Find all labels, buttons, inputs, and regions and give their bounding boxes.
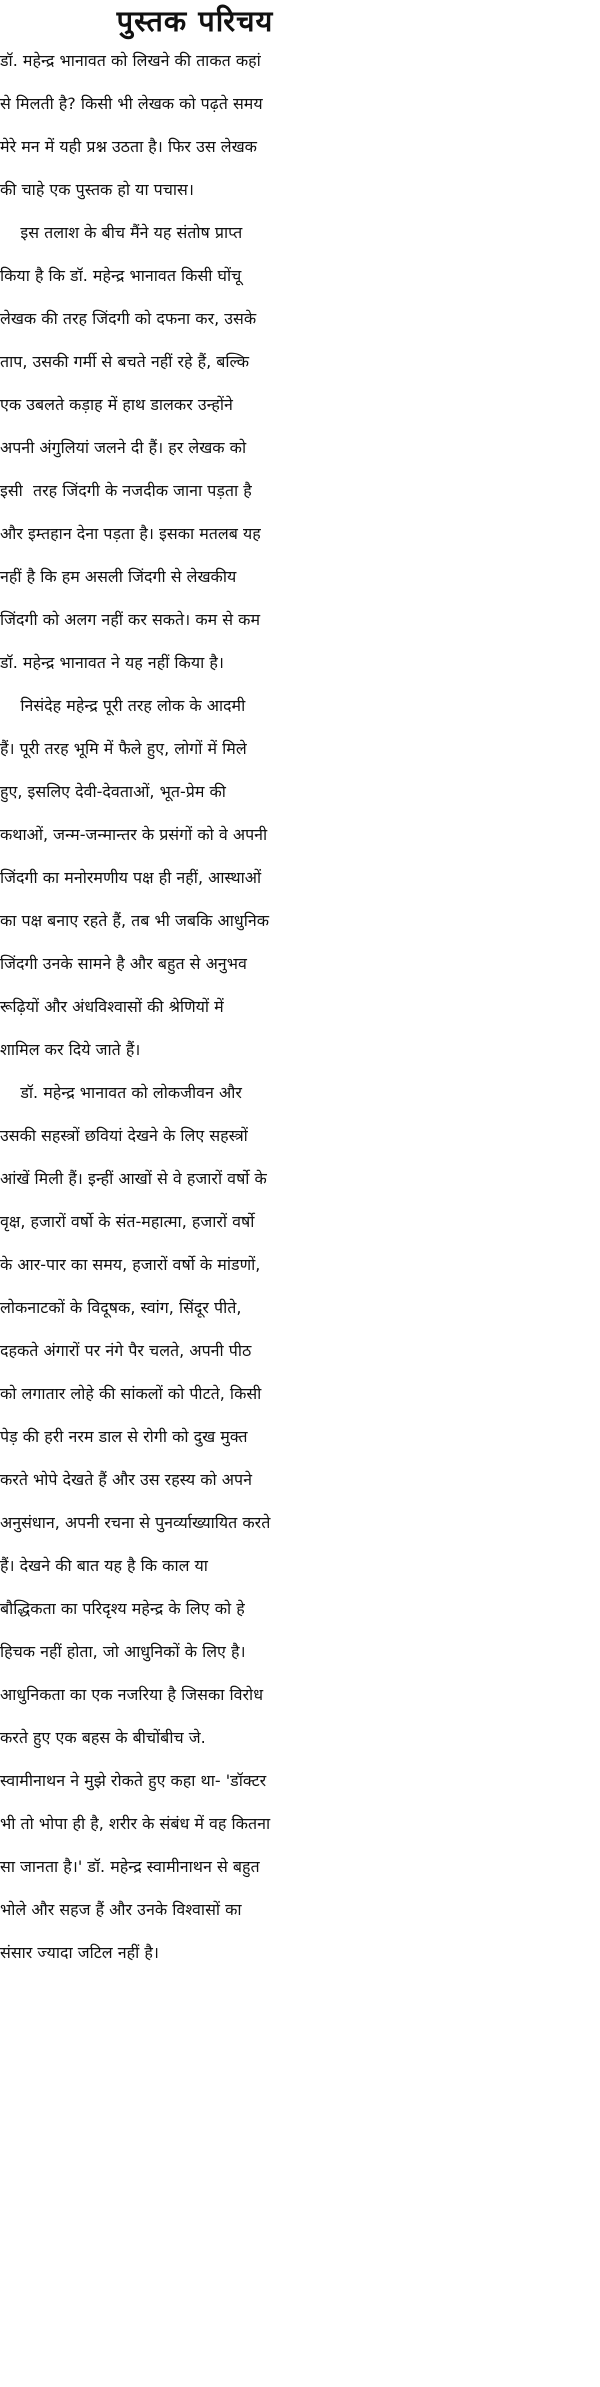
text-line: को लगातार लोहे की सांकलों को पीटते, किसी (0, 1384, 262, 1403)
text-line: जिंदगी को अलग नहीं कर सकते। कम से कम (0, 610, 261, 629)
text-line: हैं। पूरी तरह भूमि में फैले हुए, लोगों में मिले (0, 739, 247, 758)
text-line: करते हुए एक बहस के बीचोंबीच जे. (0, 1728, 206, 1747)
text-line: वृक्ष, हजारों वर्षो के संत-महात्मा, हजारों वर्षो (0, 1212, 255, 1231)
text-line: रूढ़ियों और अंधविश्वासों की श्रेणियों में (0, 997, 224, 1016)
text-line: कथाओं, जन्म-जन्मान्तर के प्रसंगों को वे अपनी (0, 825, 268, 844)
text-line: लोकनाटकों के विदूषक, स्वांग, सिंदूर पीते, (0, 1298, 242, 1317)
text-line: डॉ. महेन्द्र भानावत ने यह नहीं किया है। (0, 653, 224, 672)
text-line: शामिल कर दिये जाते हैं। (0, 1040, 141, 1059)
text-line: मेरे मन में यही प्रश्न उठता है। फिर उस लेखक (0, 137, 257, 156)
text-line: पेड़ की हरी नरम डाल से रोगी को दुख मुक्त (0, 1427, 248, 1446)
text-line: की चाहे एक पुस्तक हो या पचास। (0, 180, 194, 199)
text-line: और इम्तहान देना पड़ता है। इसका मतलब यह (0, 524, 261, 543)
text-line: इस तलाश के बीच मैंने यह संतोष प्राप्त (0, 223, 243, 242)
text-line: अपनी अंगुलियां जलने दी हैं। हर लेखक को (0, 438, 247, 457)
text-line: भोले और सहज हैं और उनके विश्वासों का (0, 1900, 242, 1919)
text-line: का पक्ष बनाए रहते हैं, तब भी जबकि आधुनिक (0, 911, 270, 930)
text-line: स्वामीनाथन ने मुझे रोकते हुए कहा था- 'डॉक्टर (0, 1771, 267, 1790)
text-line: डॉ. महेन्द्र भानावत को लोकजीवन और (0, 1083, 242, 1102)
text-line: सा जानता है।' डॉ. महेन्द्र स्वामीनाथन से बहुत (0, 1857, 260, 1876)
text-line: डॉ. महेन्द्र भानावत को लिखने की ताकत कहां (0, 51, 261, 70)
text-line: एक उबलते कड़ाह में हाथ डालकर उन्होंने (0, 395, 233, 414)
page-title: पुस्तक परिचय (116, 4, 274, 38)
text-line: हुए, इसलिए देवी-देवताओं, भूत-प्रेम की (0, 782, 226, 801)
text-line: आधुनिकता का एक नजरिया है जिसका विरोध (0, 1685, 264, 1704)
text-line: अनुसंधान, अपनी रचना से पुनर्व्याख्यायित करते (0, 1513, 271, 1532)
text-line: के आर-पार का समय, हजारों वर्षो के मांडणों, (0, 1255, 261, 1274)
text-line: इसी तरह जिंदगी के नजदीक जाना पड़ता है (0, 481, 252, 500)
text-line: दहकते अंगारों पर नंगे पैर चलते, अपनी पीठ (0, 1341, 252, 1360)
text-line: ताप, उसकी गर्मी से बचते नहीं रहे हैं, बल्कि (0, 352, 250, 371)
text-line: निसंदेह महेन्द्र पूरी तरह लोक के आदमी (0, 696, 246, 715)
text-line: किया है कि डॉ. महेन्द्र भानावत किसी घोंचू (0, 266, 242, 285)
text-line: नहीं है कि हम असली जिंदगी से लेखकीय (0, 567, 237, 586)
text-line: हिचक नहीं होता, जो आधुनिकों के लिए है। (0, 1642, 246, 1661)
text-line: भी तो भोपा ही है, शरीर के संबंध में वह कितना (0, 1814, 271, 1833)
text-line: लेखक की तरह जिंदगी को दफना कर, उसके (0, 309, 257, 328)
text-line: हैं। देखने की बात यह है कि काल या (0, 1556, 208, 1575)
text-line: जिंदगी का मनोरमणीय पक्ष ही नहीं, आस्थाओं (0, 868, 262, 887)
text-line: करते भोपे देखते हैं और उस रहस्य को अपने (0, 1470, 252, 1489)
text-line: जिंदगी उनके सामने है और बहुत से अनुभव (0, 954, 247, 973)
text-line: बौद्धिकता का परिदृश्य महेन्द्र के लिए को हे (0, 1599, 245, 1618)
text-line: से मिलती है? किसी भी लेखक को पढ़ते समय (0, 94, 263, 113)
text-line: संसार ज्यादा जटिल नहीं है। (0, 1943, 159, 1962)
text-line: उसकी सहस्त्रों छवियां देखने के लिए सहस्त्रों (0, 1126, 248, 1145)
text-line: आंखें मिली हैं। इन्हीं आखों से वे हजारों वर्षो के (0, 1169, 267, 1188)
